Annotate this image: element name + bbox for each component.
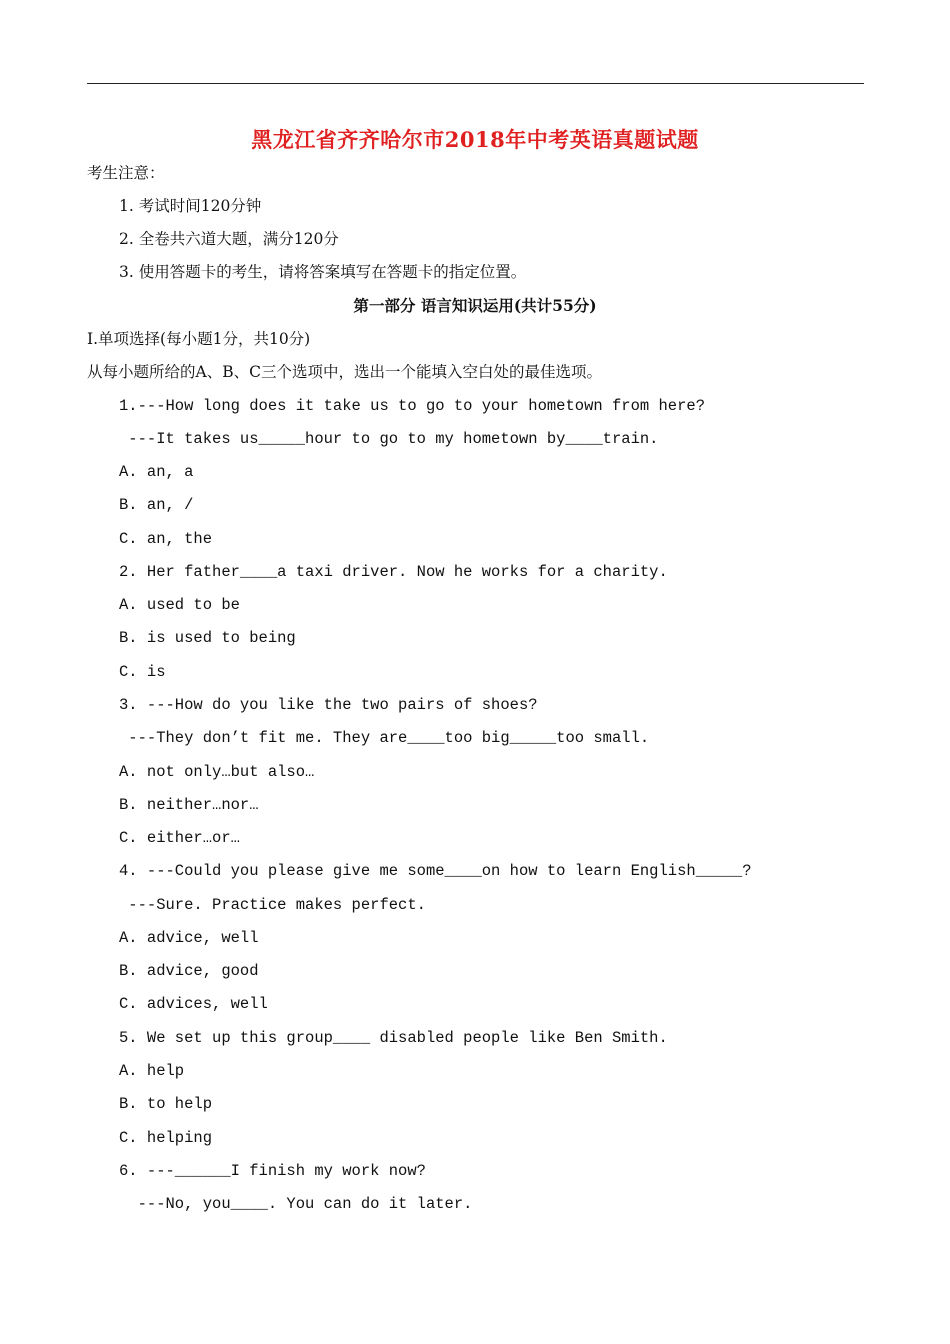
instructions: 从每小题所给的A、B、C三个选项中，选出一个能填入空白处的最佳选项。 — [87, 363, 602, 381]
question-stem: 1.---How long does it take us to go to your hometown from here? — [119, 397, 705, 415]
question-response: ---They don’t fit me. They are____too big_____too small. — [119, 729, 650, 747]
question-response: ---Sure. Practice makes perfect. — [119, 896, 426, 914]
question-option: A. help — [119, 1062, 185, 1080]
question-option: C. an, the — [119, 530, 213, 548]
notice-item: 1. 考试时间120分钟 — [119, 197, 262, 215]
notice-item: 3. 使用答题卡的考生，请将答案填写在答题卡的指定位置。 — [119, 263, 527, 281]
question-stem: 6. ---______I finish my work now? — [119, 1162, 426, 1180]
question-response: ---No, you____. You can do it later. — [119, 1195, 473, 1213]
question-option: B. to help — [119, 1095, 213, 1113]
part-heading: 第一部分 语言知识运用(共计55分) — [353, 296, 597, 315]
question-option: A. used to be — [119, 596, 240, 614]
notice-item: 2. 全卷共六道大题，满分120分 — [119, 230, 339, 248]
question-stem: 4. ---Could you please give me some____on how to learn English_____? — [119, 862, 752, 880]
notice-heading: 考生注意： — [87, 164, 165, 182]
question-option: B. an, / — [119, 496, 194, 514]
question-option: C. helping — [119, 1129, 213, 1147]
question-stem: 3. ---How do you like the two pairs of shoes? — [119, 696, 538, 714]
question-stem: 5. We set up this group____ disabled people like Ben Smith. — [119, 1029, 668, 1047]
question-option: A. advice, well — [119, 929, 259, 947]
header-rule — [87, 83, 864, 84]
document-title: 黑龙江省齐齐哈尔市2018年中考英语真题试题 — [251, 127, 699, 152]
question-option: C. advices, well — [119, 995, 268, 1013]
question-option: B. neither…nor… — [119, 796, 259, 814]
question-option: A. an, a — [119, 463, 194, 481]
question-option: C. either…or… — [119, 829, 240, 847]
question-option: B. is used to being — [119, 629, 296, 647]
question-stem: 2. Her father____a taxi driver. Now he works for a charity. — [119, 563, 668, 581]
section-heading: Ⅰ.单项选择(每小题1分，共10分) — [87, 330, 311, 348]
question-option: B. advice, good — [119, 962, 259, 980]
question-response: ---It takes us_____hour to go to my hometown by____train. — [119, 430, 659, 448]
question-option: C. is — [119, 663, 166, 681]
question-option: A. not only…but also… — [119, 763, 315, 781]
